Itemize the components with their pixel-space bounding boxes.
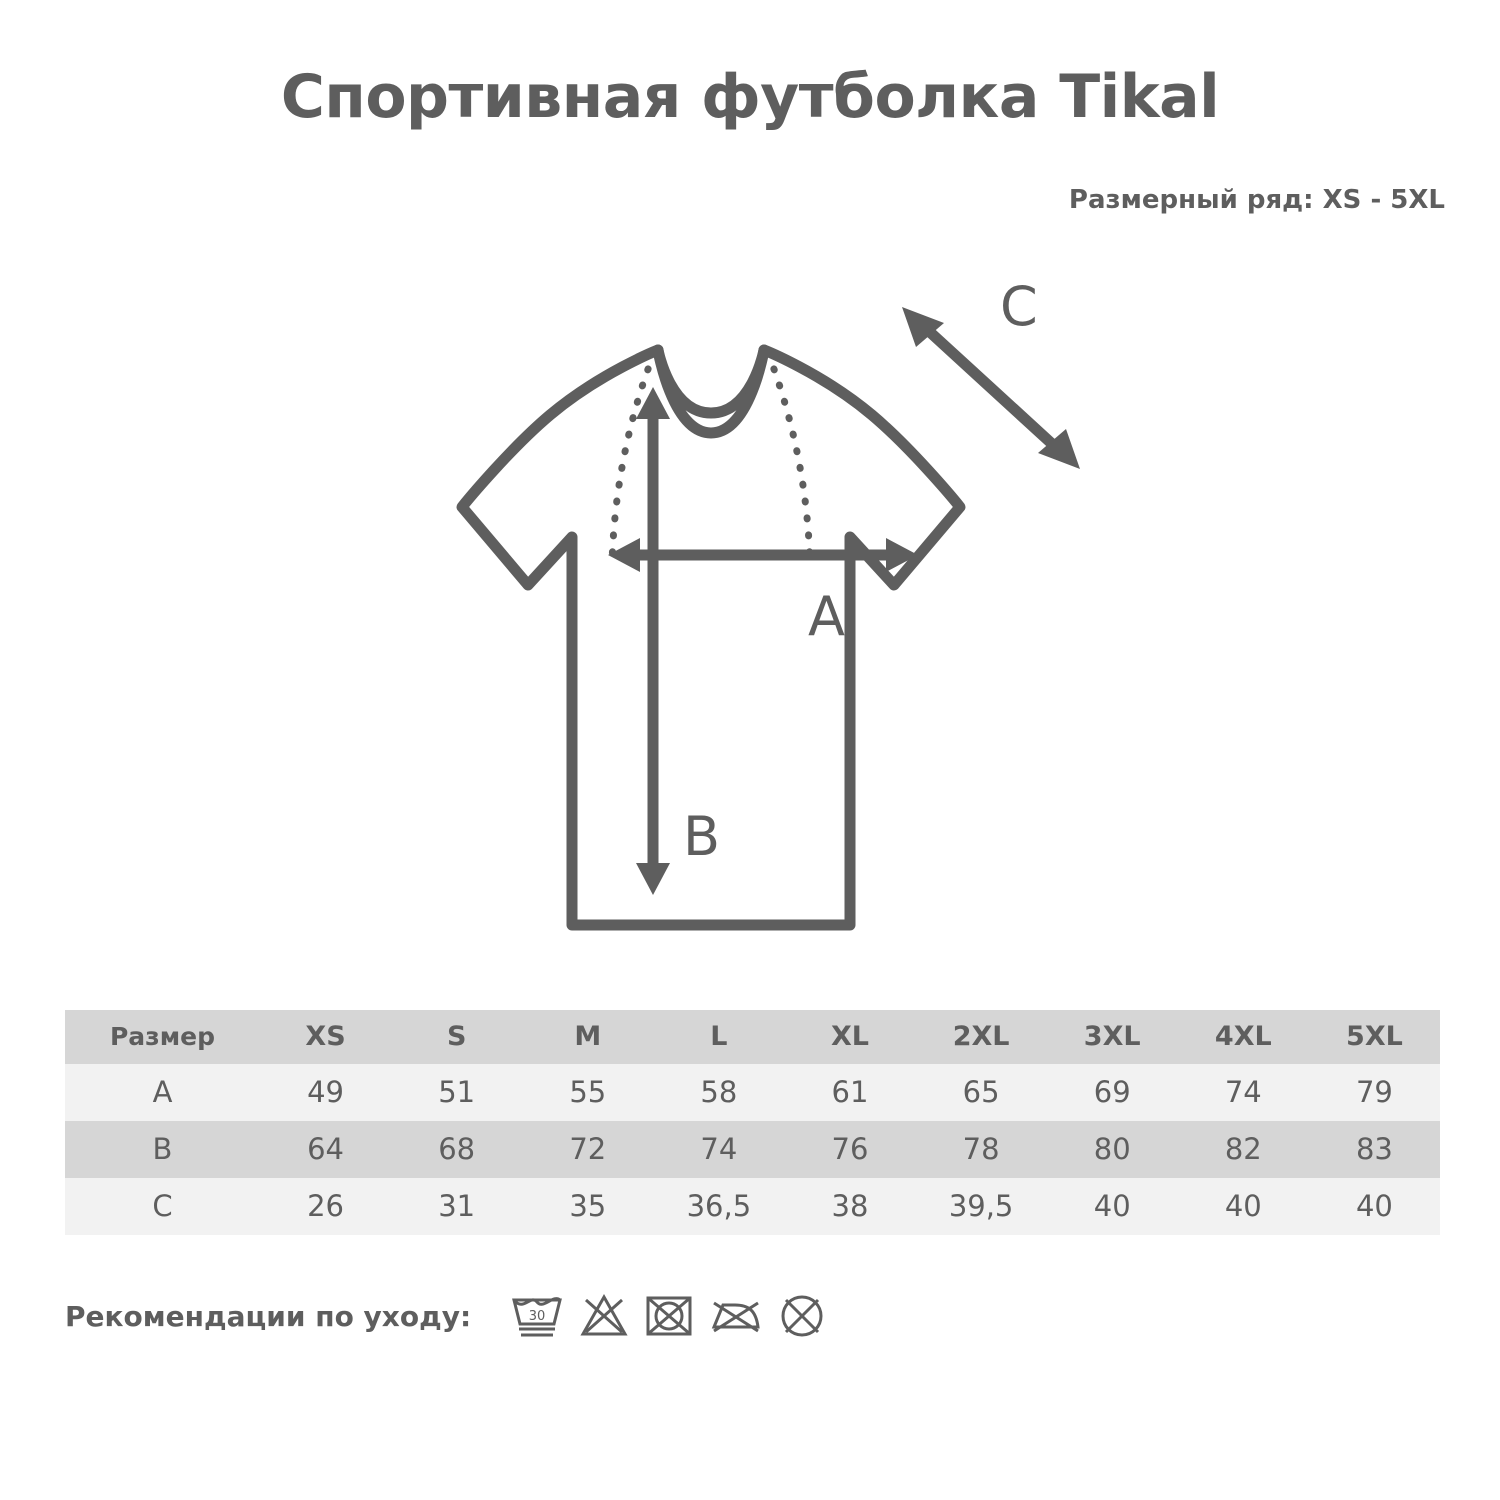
cell-a-5xl: 79: [1309, 1064, 1440, 1121]
no-tumble-dry-icon: [643, 1291, 695, 1341]
dimension-arrow-c: [902, 307, 1080, 469]
tshirt-outline-svg: [400, 265, 1120, 965]
column-header-l: L: [653, 1010, 784, 1064]
cell-a-xl: 61: [784, 1064, 915, 1121]
cell-b-xl: 76: [784, 1121, 915, 1178]
table-row: [65, 1121, 1440, 1178]
care-label: Рекомендации по уходу:: [65, 1299, 472, 1333]
cell-c-s: 31: [391, 1178, 522, 1235]
cell-b-l: 74: [653, 1121, 784, 1178]
cell-a-l: 58: [653, 1064, 784, 1121]
cell-a-3xl: 69: [1047, 1064, 1178, 1121]
row-label-a: A: [65, 1064, 260, 1121]
cell-c-3xl: 40: [1047, 1178, 1178, 1235]
cell-a-2xl: 65: [916, 1064, 1047, 1121]
cell-c-4xl: 40: [1178, 1178, 1309, 1235]
column-header-m: M: [522, 1010, 653, 1064]
wash-temperature-label: 30: [528, 1309, 546, 1324]
cell-c-5xl: 40: [1309, 1178, 1440, 1235]
table-row: [65, 1178, 1440, 1235]
cell-a-m: 55: [522, 1064, 653, 1121]
row-label-c: C: [65, 1178, 260, 1235]
wash-30-icon: [509, 1290, 565, 1342]
cell-c-2xl: 39,5: [916, 1178, 1047, 1235]
cell-a-s: 51: [391, 1064, 522, 1121]
care-instructions: [65, 1290, 827, 1342]
cell-b-m: 72: [522, 1121, 653, 1178]
column-header-xs: XS: [260, 1010, 391, 1064]
column-header-s: S: [391, 1010, 522, 1064]
row-label-b: B: [65, 1121, 260, 1178]
size-table-wrapper: [65, 1010, 1440, 1235]
dimension-label-c: C: [1000, 275, 1038, 338]
cell-b-5xl: 83: [1309, 1121, 1440, 1178]
column-header-xl: XL: [784, 1010, 915, 1064]
cell-a-4xl: 74: [1178, 1064, 1309, 1121]
tshirt-diagram: [400, 265, 1120, 965]
dimension-label-b: B: [683, 805, 721, 868]
cell-c-l: 36,5: [653, 1178, 784, 1235]
cell-b-4xl: 82: [1178, 1121, 1309, 1178]
table-header-row: [65, 1010, 1440, 1064]
no-iron-icon: [709, 1291, 763, 1341]
column-header-4xl: 4XL: [1178, 1010, 1309, 1064]
cell-c-m: 35: [522, 1178, 653, 1235]
cell-a-xs: 49: [260, 1064, 391, 1121]
no-dry-clean-icon: [777, 1291, 827, 1341]
column-header-3xl: 3XL: [1047, 1010, 1178, 1064]
size-range-subtitle: Размерный ряд: XS - 5XL: [1068, 185, 1445, 215]
care-icon-list: [509, 1290, 827, 1342]
page-title: Спортивная футболка Tikal: [280, 62, 1220, 132]
cell-b-s: 68: [391, 1121, 522, 1178]
cell-c-xl: 38: [784, 1178, 915, 1235]
cell-c-xs: 26: [260, 1178, 391, 1235]
dimension-label-a: A: [808, 585, 845, 648]
column-header-size: Размер: [65, 1010, 260, 1064]
cell-b-xs: 64: [260, 1121, 391, 1178]
size-table: [65, 1010, 1440, 1235]
cell-b-3xl: 80: [1047, 1121, 1178, 1178]
no-bleach-icon: [579, 1291, 629, 1341]
column-header-5xl: 5XL: [1309, 1010, 1440, 1064]
table-row: [65, 1064, 1440, 1121]
column-header-2xl: 2XL: [916, 1010, 1047, 1064]
cell-b-2xl: 78: [916, 1121, 1047, 1178]
